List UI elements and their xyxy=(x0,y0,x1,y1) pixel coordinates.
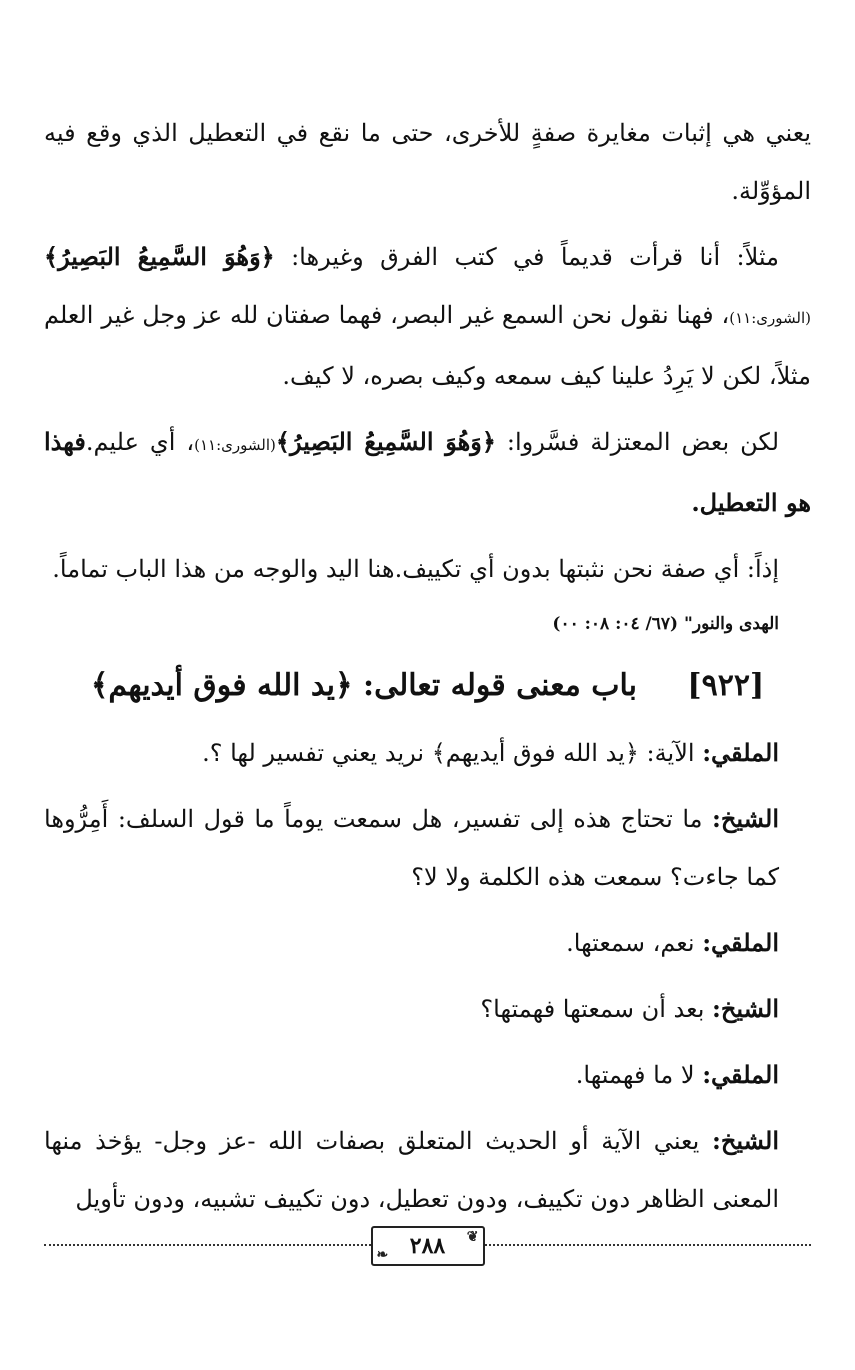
verse-reference: (الشورى:١١) xyxy=(194,436,276,454)
ornament-icon: ❦ xyxy=(466,1229,479,1245)
paragraph-4: إذاً: أي صفة نحن نثبتها بدون أي تكييف.هنا اليد والوجه من هذا الباب تماماً. xyxy=(52,555,779,583)
paragraph-2 xyxy=(44,228,811,405)
section-number: [٩٢٢] xyxy=(687,668,765,703)
dialogue-text: بعد أن سمعتها فهمتها؟ xyxy=(480,995,713,1023)
page-number-frame xyxy=(371,1226,485,1266)
verse-reference: (الشورى:١١) xyxy=(729,309,811,327)
page-body xyxy=(44,104,811,1236)
dialogue-text: الآية: ﴿يد الله فوق أيديهم﴾ نريد يعني تفسير لها ؟. xyxy=(202,739,703,767)
paragraph-3-bold: فهذا هو التعطيل. xyxy=(44,427,811,517)
dialogue-line xyxy=(44,1046,811,1104)
paragraph-1: يعني هي إثبات مغايرة صفةٍ للأخرى، حتى ما نقع في التعطيل الذي وقع فيه المؤوِّلة. xyxy=(44,119,811,205)
quran-verse: ﴿وَهُوَ السَّمِيعُ البَصِيرُ﴾ xyxy=(275,427,496,456)
dialogue-line xyxy=(44,914,811,972)
paragraph-2-text-b: ، فهنا نقول نحن السمع غير البصر، فهما صفتان لله عز وجل غير العلم مثلاً، لكن لا يَرِدُ علينا كيف سمعه وكيف بصره، لا كيف. xyxy=(44,301,811,390)
paragraph-3 xyxy=(44,413,811,532)
dialogue-line xyxy=(44,980,811,1038)
dialogue-text: ما تحتاج هذه إلى تفسير، هل سمعت يوماً ما قول السلف: أَمِرُّوها كما جاءت؟ سمعت هذه الكلمة ولا لا؟ xyxy=(44,805,779,891)
paragraph-2-text-a: مثلاً: أنا قرأت قديماً في كتب الفرق وغيرها: xyxy=(274,243,780,271)
dialogue-line xyxy=(44,724,811,782)
source-citation: الهدى والنور" (٦٧/ ٠٤: ٠٨: ٠٠) xyxy=(552,614,779,634)
dialogue-text: يعني الآية أو الحديث المتعلق بصفات الله -عز وجل- يؤخذ منها المعنى الظاهر دون تكييف، ودون تعطيل، دون تكييف تشبيه، ودون تأويل xyxy=(44,1127,779,1213)
speaker-label: الشيخ: xyxy=(712,804,779,833)
page-footer xyxy=(44,1218,811,1278)
dialogue-line xyxy=(44,1112,811,1228)
speaker-label: الملقي: xyxy=(702,928,779,957)
speaker-label: الشيخ: xyxy=(712,994,779,1023)
page-number: ٢٨٨ xyxy=(409,1233,446,1259)
paragraph-3-text-a: لكن بعض المعتزلة فسَّروا: xyxy=(495,428,779,456)
section-heading xyxy=(44,656,811,716)
paragraph-3-text-b: ، أي عليم. xyxy=(85,428,195,456)
dialogue-text: نعم، سمعتها. xyxy=(566,929,703,957)
dialogue-line xyxy=(44,790,811,906)
ornament-icon: ❧ xyxy=(376,1247,389,1263)
section-title: باب معنى قوله تعالى: ﴿يد الله فوق أيديهم﴾ xyxy=(90,668,637,703)
speaker-label: الملقي: xyxy=(702,1060,779,1089)
speaker-label: الشيخ: xyxy=(712,1126,780,1155)
quran-verse: ﴿وَهُوَ السَّمِيعُ البَصِيرُ﴾ xyxy=(44,242,275,271)
dialogue-text: لا ما فهمتها. xyxy=(575,1061,703,1089)
speaker-label: الملقي: xyxy=(702,738,779,767)
